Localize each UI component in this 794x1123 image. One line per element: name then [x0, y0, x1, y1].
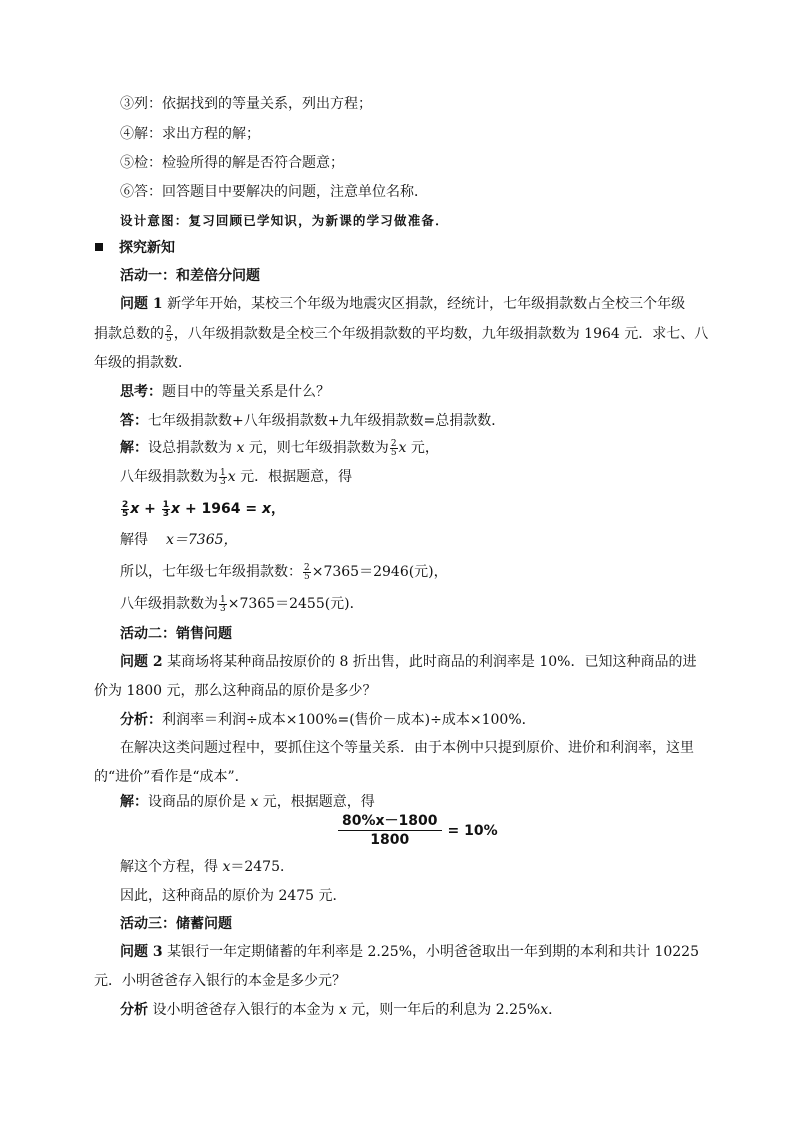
frac-num: 2 [122, 499, 129, 510]
analysis3-line [120, 1000, 562, 1020]
frac-den: 5 [390, 447, 397, 458]
equation-2 [338, 812, 498, 849]
think-text: 题目中的等量关系是什么？ [162, 384, 330, 400]
var-x: x [250, 794, 259, 810]
solve-label: 解得 [120, 532, 148, 548]
result1-line1 [120, 562, 448, 582]
fraction-2-5 [165, 326, 173, 343]
var-x: x [222, 859, 231, 875]
activity1-title: 活动一：和差倍分问题 [120, 268, 260, 284]
solution1-line2 [120, 467, 352, 487]
answer-line [120, 411, 505, 431]
frac-num: 2 [304, 562, 310, 573]
solve2-b: ＝2475． [230, 859, 294, 875]
problem2-label: 问题 2 [120, 654, 163, 670]
frac-den: 3 [220, 476, 226, 487]
fraction-2-5 [303, 564, 311, 581]
think-line [120, 382, 330, 402]
answer-text: 七年级捐款数+八年级捐款数+九年级捐款数=总捐款数． [148, 413, 506, 429]
fraction-1-3 [219, 596, 227, 613]
sol2-text-a: 八年级捐款数为 [120, 469, 218, 485]
solution-label: 解： [120, 440, 148, 456]
conclusion2: 因此，这种商品的原价为 2475 元． [120, 888, 347, 904]
eq-end: ， [271, 501, 286, 517]
fraction-1-3 [162, 501, 170, 518]
analysis3-label: 分析 [120, 1002, 148, 1018]
equation-1 [120, 499, 285, 519]
step-5: ⑤检：检验所得的解是否符合题意； [120, 155, 344, 171]
square-bullet-icon [95, 243, 103, 251]
analysis3-a: 设小明爸爸存入银行的本金为 [148, 1002, 339, 1018]
problem2-text1: 某商场将某种商品按原价的 8 折出售，此时商品的利润率是 10%．已知这种商品的进 [162, 654, 697, 670]
step-3: ③列：依据找到的等量关系，列出方程； [120, 96, 372, 112]
var-x: x [540, 1002, 549, 1018]
fraction-2-5 [121, 501, 129, 518]
result2-text-b: ×7365＝2455(元)． [227, 596, 364, 612]
frac-num: 1 [162, 499, 170, 510]
solution1-line1 [120, 438, 439, 458]
result1-text-a: 所以，七年级七年级捐款数： [120, 564, 302, 580]
eq2-numerator: 80%x－1800 [338, 812, 442, 831]
analysis3-c: ． [548, 1002, 563, 1018]
activity1-problem-line1 [120, 294, 685, 314]
step-4: ④解：求出方程的解； [120, 126, 260, 142]
frac-num: 1 [220, 467, 226, 478]
var-x: x [338, 1002, 347, 1018]
problem1-text1: 新学年开始，某校三个年级为地震灾区捐款，经统计，七年级捐款数占全校三个年级 [162, 296, 686, 312]
eq2-denominator: 1800 [370, 832, 410, 848]
activity2-title: 活动二：销售问题 [120, 626, 232, 642]
answer-label: 答： [120, 413, 148, 429]
var-x: x [236, 440, 245, 456]
eq2-rhs: = 10% [447, 822, 498, 839]
section-heading [95, 238, 175, 258]
frac-den: 5 [122, 508, 129, 519]
var-x: x [171, 501, 181, 517]
problem1-text2b: ，八年级捐款数是全校三个年级捐款数的平均数，九年级捐款数为 1964 元．求七、八 [173, 326, 709, 342]
fraction-1-3 [219, 469, 227, 486]
frac-num: 2 [390, 438, 397, 449]
activity2-para2: 的“进价”看作是“成本”． [94, 769, 249, 785]
section-title: 探究新知 [119, 240, 175, 256]
var-x: x [398, 440, 407, 456]
solve1-line [120, 530, 238, 550]
var-x: x [130, 501, 140, 517]
solve2-line [120, 857, 294, 877]
sol2-a: 设商品的原价是 [148, 794, 251, 810]
analysis-label: 分析： [120, 712, 162, 728]
var-x: x [262, 501, 272, 517]
solve-value: x＝7365， [166, 532, 238, 548]
activity3-problem-line2: 元．小明爸爸存入银行的本金是多少元？ [94, 973, 346, 989]
problem1-label: 问题 1 [120, 296, 163, 312]
activity2-problem-line2: 价为 1800 元，那么这种商品的原价是多少？ [94, 683, 377, 699]
sol2-b: 元，根据题意，得 [258, 794, 375, 810]
problem3-text1: 某银行一年定期储蓄的年利率是 2.25%，小明爸爸取出一年到期的本利和共计 10225 [162, 944, 699, 960]
analysis-text: 利润率＝利润÷成本×100%=(售价－成本)÷成本×100%． [162, 712, 536, 728]
sol1-text-a: 设总捐款数为 [148, 440, 237, 456]
sol1-text-b: 元，则七年级捐款数为 [244, 440, 389, 456]
solution-label: 解： [120, 794, 148, 810]
activity1-problem-line2 [94, 324, 708, 344]
frac-den: 5 [304, 571, 310, 582]
solution2-line [120, 792, 375, 812]
design-intent: 设计意图：复习回顾已学知识，为新课的学习做准备． [120, 213, 449, 228]
solve2-a: 解这个方程，得 [120, 859, 223, 875]
var-x: x [227, 469, 236, 485]
frac-den: 5 [166, 333, 172, 344]
analysis3-b: 元，则一年后的利息为 2.25% [346, 1002, 541, 1018]
problem1-text2a: 捐款总数的 [94, 326, 164, 342]
step-6: ⑥答：回答题目中要解决的问题，注意单位名称． [120, 184, 428, 200]
activity1-problem-line3: 年级的捐款数． [94, 355, 192, 371]
equation-2-fraction [338, 812, 442, 849]
problem3-label: 问题 3 [120, 944, 163, 960]
analysis2-line [120, 710, 536, 730]
result2-text-a: 八年级捐款数为 [120, 596, 218, 612]
activity2-problem-line1 [120, 652, 696, 672]
eq-plus: + [139, 501, 161, 517]
activity3-title: 活动三：储蓄问题 [120, 916, 232, 932]
frac-den: 3 [162, 508, 170, 519]
result1-text-b: ×7365＝2946(元)， [311, 564, 448, 580]
frac-num: 1 [220, 594, 226, 605]
frac-den: 3 [220, 603, 226, 614]
eq-tail: + 1964 = [180, 501, 262, 517]
sol2-text-b: 元．根据题意，得 [235, 469, 353, 485]
result1-line2 [120, 594, 364, 614]
think-label: 思考： [120, 384, 162, 400]
activity2-para1: 在解决这类问题过程中，要抓住这个等量关系．由于本例中只提到原价、进价和利润率，这里 [120, 740, 694, 756]
sol1-text-c: 元， [406, 440, 439, 456]
activity3-problem-line1 [120, 942, 699, 962]
fraction-2-5 [390, 440, 398, 457]
frac-num: 2 [166, 324, 172, 335]
